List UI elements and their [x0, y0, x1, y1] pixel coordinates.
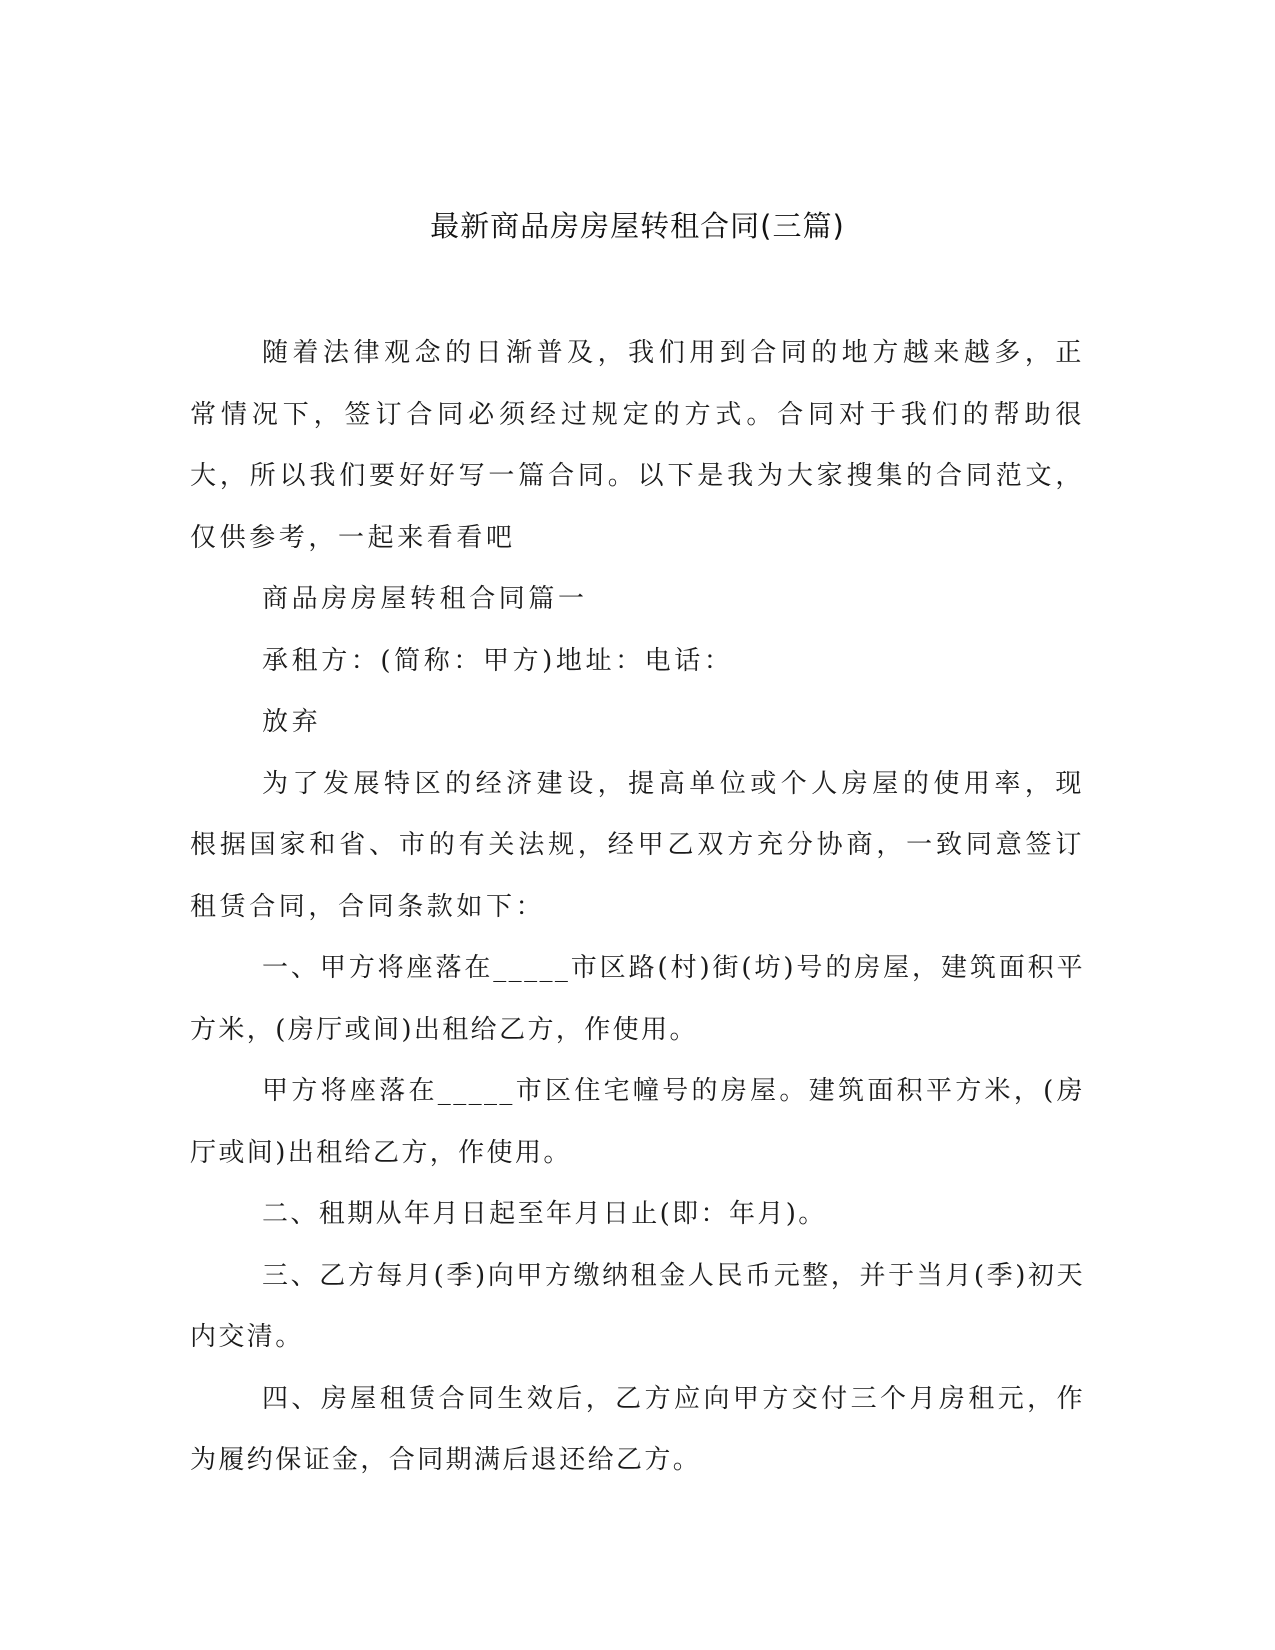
document-title: 最新商品房房屋转租合同(三篇) — [430, 209, 845, 243]
document-body — [190, 323, 1085, 1492]
paragraph-clause-3: 三、乙方每月(季)向甲方缴纳租金人民币元整，并于当月(季)初天内交清。 — [190, 1260, 1085, 1352]
paragraph-lessee-info: 承租方：(简称：甲方)地址：电话： — [262, 645, 734, 676]
paragraph-section-heading: 商品房房屋转租合同篇一 — [262, 584, 588, 614]
paragraph-clause-2: 二、租期从年月日起至年月日止(即：年月)。 — [262, 1199, 827, 1229]
paragraph-clause-4: 四、房屋租赁合同生效后，乙方应向甲方交付三个月房租元，作为履约保证金，合同期满后退还给乙方。 — [190, 1383, 1085, 1475]
paragraph-intro: 随着法律观念的日渐普及，我们用到合同的地方越来越多，正常情况下，签订合同必须经过规定的方式。合同对于我们的帮助很大，所以我们要好好写一篇合同。以下是我为大家搜集的合同范文，仅供参考，一起来看看吧 — [190, 338, 1085, 553]
paragraph-clause-1-alt: 甲方将座落在_____市区住宅幢号的房屋。建筑面积平方米，(房厅或间)出租给乙方，作使用。 — [190, 1076, 1085, 1168]
paragraph-preamble: 为了发展特区的经济建设，提高单位或个人房屋的使用率，现根据国家和省、市的有关法规，经甲乙双方充分协商，一致同意签订租赁合同，合同条款如下： — [190, 768, 1085, 922]
paragraph-clause-1: 一、甲方将座落在_____市区路(村)街(坊)号的房屋，建筑面积平方米，(房厅或间)出租给乙方，作使用。 — [190, 953, 1085, 1045]
paragraph-waive: 放弃 — [262, 707, 322, 737]
